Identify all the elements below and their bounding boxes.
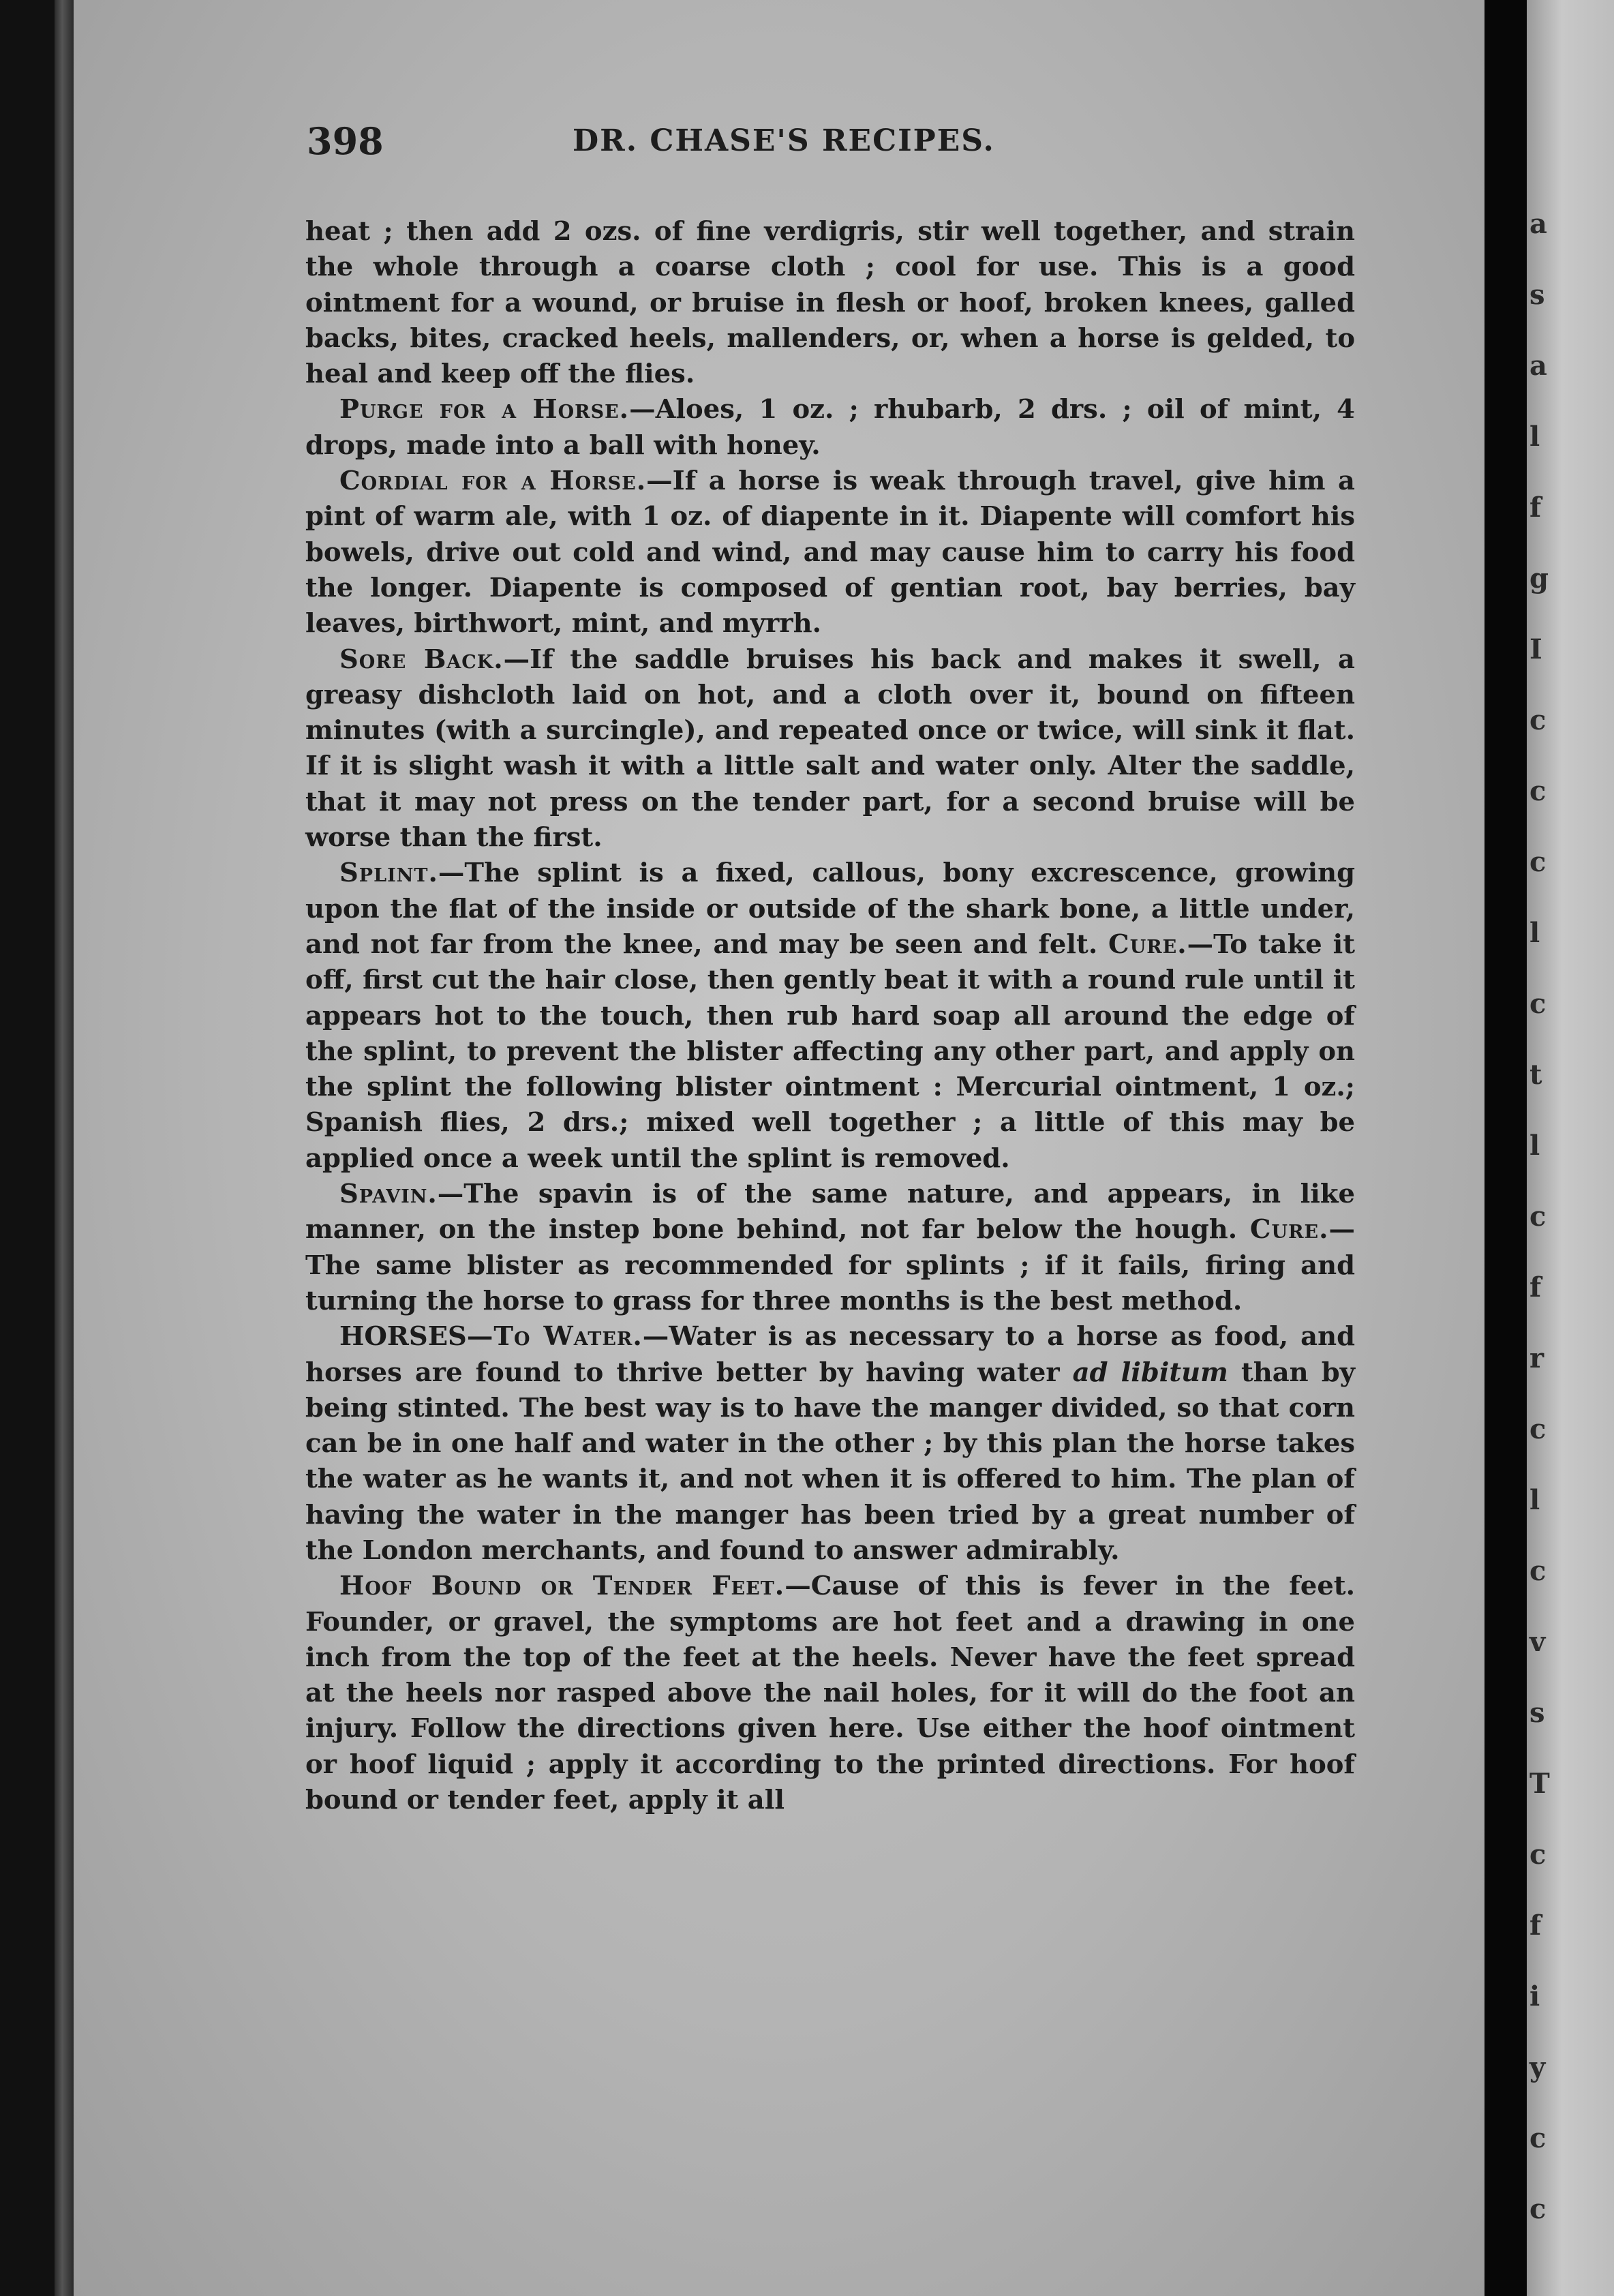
adjacent-page-letter: l xyxy=(1529,1130,1540,1162)
book-spine-edge xyxy=(55,0,74,2296)
paragraph-text: —If the saddle bruises his back and makes it swell, a greasy dishcloth laid on hot, and a cloth over it, bound on fifteen minutes (with a surcingle), and repeated once or twice, will sink it flat. If it is slight wash it with a little salt and water only. Alter the saddle, that it may not press on the tender part, for a second bruise will be worse than the first. xyxy=(305,644,1356,854)
adjacent-page-letter: c xyxy=(1529,846,1547,878)
paragraph-cordial xyxy=(305,464,1355,641)
page-header xyxy=(307,119,1356,167)
paragraph-verdigris-ointment xyxy=(305,214,1355,392)
cure-label: Cure. xyxy=(1249,1214,1329,1245)
adjacent-page-letter: c xyxy=(1529,988,1547,1020)
adjacent-page-letter: c xyxy=(1529,704,1547,736)
cure-text: —To take it off, first cut the hair close, then gently beat it with a round rule until it appears hot to the touch, then rub hard soap all around the edge of the splint, to prevent the blister affecting any other part, and apply on the splint the following blister ointment : Mercurial ointment, 1 oz.; Spanish flies, 2 drs.; mixed well together ; a little of this may be applied once a week until the splint is removed. xyxy=(305,928,1355,1174)
adjacent-page-letter: T xyxy=(1529,1768,1550,1800)
adjacent-page-letter: c xyxy=(1529,2122,1547,2154)
paragraph-text: —If a horse is weak through travel, give him a pint of warm ale, with 1 oz. of diapente in it. Diapente will comfort his bowels, drive out cold and wind, and may cause him to carry his food the longer. Diapente is composed of gentian root, bay berries, bay leaves, birthwort, mint, and myrrh. xyxy=(305,466,1355,639)
adjacent-page-letter: c xyxy=(1529,775,1547,807)
section-heading: Sore Back. xyxy=(339,644,504,675)
paragraph-text: heat ; then add 2 ozs. of fine verdigris, stir well together, and strain the whole through a coarse cloth ; cool for use. This is a good ointment for a wound, or bruise in flesh or hoof, broken knees, galled backs, bites, cracked heels, mallenders, or, when a horse is gelded, to heal and keep off the flies. xyxy=(305,216,1355,390)
adjacent-page-letter: l xyxy=(1529,917,1540,949)
section-heading: —To Water. xyxy=(466,1321,643,1353)
italic-phrase: ad libitum xyxy=(1072,1357,1228,1388)
adjacent-page-letter: c xyxy=(1529,1555,1547,1587)
paragraph-text: —Aloes, 1 oz. ; rhubarb, 2 drs. ; oil of mint, 4 drops, made into a ball with honey. xyxy=(305,394,1355,461)
paragraph-text: —Cause of this is fever in the feet. Founder, or gravel, the symptoms are hot feet and a drawing in one inch from the top of the feet at the heels. Never have the feet spread at the heels nor rasped above the nail holes, for it will do the foot an injury. Follow the directions given here. Use either the hoof ointment or hoof liquid ; apply it according to the printed directions. For hoof bound or tender feet, apply it all xyxy=(305,1571,1355,1816)
adjacent-page-letter: f xyxy=(1529,492,1542,524)
adjacent-page-letter: v xyxy=(1529,1626,1546,1658)
paragraph-text: than by being stinted. The best way is to have the manger divided, so that corn can be in one half and water in the other ; by this plan the horse takes the water as he wants it, and not when it is offered to him. The plan of having the water in the manger has been tried by a great number of the London merchants, and found to answer admirably. xyxy=(305,1357,1356,1566)
adjacent-page-letter: s xyxy=(1529,1697,1545,1729)
body-text xyxy=(305,214,1355,1818)
paragraph-hoof-bound xyxy=(305,1569,1355,1818)
adjacent-page-letter: l xyxy=(1529,1484,1540,1516)
page-gutter xyxy=(1484,0,1527,2296)
adjacent-page-letter: t xyxy=(1529,1059,1542,1091)
adjacent-page-edge xyxy=(1527,0,1614,2296)
adjacent-page-letter: c xyxy=(1529,1839,1547,1871)
adjacent-page-letter: s xyxy=(1529,279,1545,311)
section-heading: Purge for a Horse. xyxy=(339,394,630,425)
adjacent-page-letter: a xyxy=(1529,350,1547,382)
paragraph-text: —The splint is a fixed, callous, bony excrescence, growing upon the flat of the inside or outside of the shark bone, a little under, and not far from the knee, and may be seen and felt. xyxy=(305,858,1355,960)
running-title: DR. CHASE'S RECIPES. xyxy=(573,123,995,158)
section-heading: Hoof Bound or Tender Feet. xyxy=(339,1571,785,1602)
section-heading-caps: HORSES xyxy=(339,1321,467,1353)
adjacent-page-letter: f xyxy=(1529,1909,1542,1942)
adjacent-page-letter: y xyxy=(1529,2051,1546,2083)
adjacent-page-letter: r xyxy=(1529,1342,1544,1374)
paragraph-text: —The spavin is of the same nature, and appears, in like manner, on the instep bone behind, not far below the hough. xyxy=(305,1179,1355,1245)
adjacent-page-letter: a xyxy=(1529,208,1547,240)
section-heading: Cordial for a Horse. xyxy=(339,466,647,497)
cure-label: Cure. xyxy=(1108,928,1187,960)
section-heading: Splint. xyxy=(339,858,438,889)
cure-text: —The same blister as recommended for splints ; if it fails, firing and turning the horse to grass for three months is the best method. xyxy=(305,1214,1355,1316)
adjacent-page-letter: c xyxy=(1529,2193,1547,2225)
adjacent-page-letter: l xyxy=(1529,421,1540,453)
adjacent-page-letter: f xyxy=(1529,1271,1542,1303)
paragraph-text: —Water is as necessary to a horse as food, and horses are found to thrive better by having water xyxy=(305,1321,1355,1388)
adjacent-page-letter: c xyxy=(1529,1413,1547,1445)
page-number: 398 xyxy=(307,119,384,163)
adjacent-page-letter: c xyxy=(1529,1200,1547,1233)
paragraph-purge xyxy=(305,392,1355,464)
paragraph-sore-back xyxy=(305,642,1355,856)
adjacent-page-letter: g xyxy=(1529,562,1549,594)
adjacent-page-letter: I xyxy=(1529,633,1542,665)
paragraph-spavin xyxy=(305,1177,1355,1319)
paragraph-horses-water xyxy=(305,1319,1355,1569)
section-heading: Spavin. xyxy=(339,1179,438,1210)
adjacent-page-letter: i xyxy=(1529,1980,1540,2012)
paragraph-splint xyxy=(305,856,1355,1177)
